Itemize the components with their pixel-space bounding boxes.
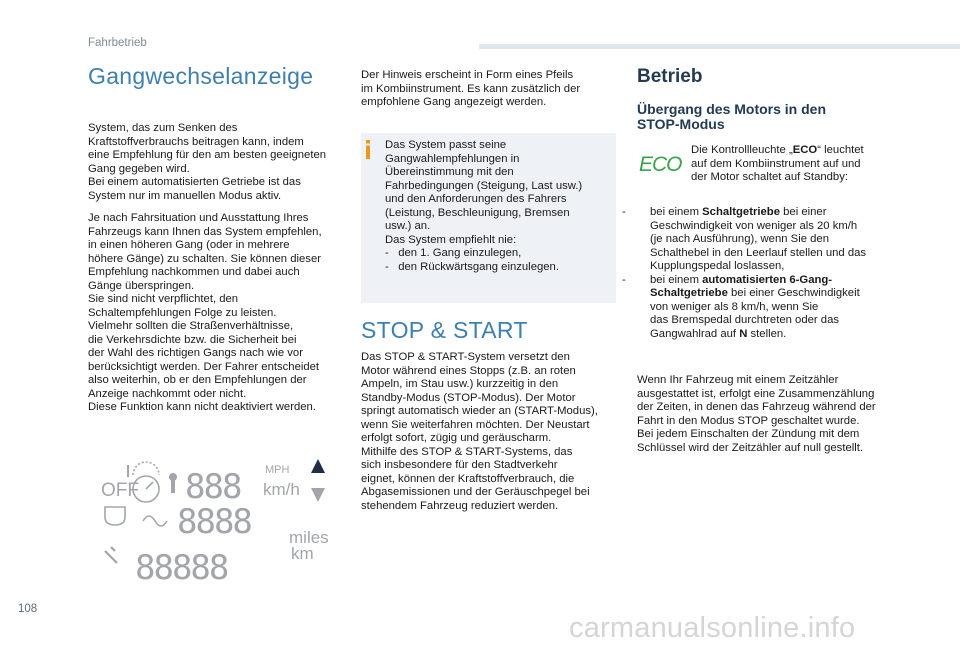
digits-bottom: 88888 xyxy=(135,548,228,585)
mph-label: MPH xyxy=(265,464,290,476)
gear-indicator-body: Je nach Fahrsituation und Ausstattung Ihres Fahrzeugs kann Ihnen das System empfehlen, in einen höheren Gang (oder in mehrere höhere Gänge) zu schalten. Sie können dieser Empfehlung nachkommen und dabei auch Gänge überspringen. Sie sind nicht verpflichtet, den Schaltempfehlungen Folge zu leisten. Vielmehr sollten die Straßenverhältnisse, die Verkehrsdichte bzw. die Sicherheit bei der Wahl des richtigen Gangs nach wie vor berücksichtigt werden. Der Fahrer entscheidet also weiterhin, ob er den Empfehlungen der Anzeige nachkommt oder nicht. Diese Funktion kann nicht deaktiviert werden. xyxy=(88,212,322,413)
list-item: - bei einem automatisierten 6-Gang- Schaltgetriebe bei einer Geschwindigkeit von weniger als 8 km/h, wenn Sie das Bremspedal durchtreten oder das Gangwahlrad auf N stellen. xyxy=(622,273,860,340)
oil-can-icon xyxy=(105,507,125,525)
shift-down-arrow-icon xyxy=(311,488,325,502)
stop-start-title: STOP & START xyxy=(361,317,528,343)
eco-description: Die Kontrollleuchte „ECO“ leuchtet auf dem Kombiinstrument auf und der Motor schaltet auf Standby: xyxy=(691,144,864,183)
eco-indicator-icon xyxy=(638,152,684,174)
header-bar xyxy=(479,44,960,49)
off-label: OFF xyxy=(101,480,139,501)
glow-plug-icon xyxy=(143,516,167,526)
info-icon xyxy=(365,140,371,159)
kmh-label: km/h xyxy=(263,480,300,499)
shift-up-arrow-icon xyxy=(311,459,325,473)
info-box-text: Das System passt seine Gangwahlempfehlungen in Übereinstimmung mit den Fahrbedingungen (Steigung, Last usw.) und den Anforderungen des Fahrers (Leistung, Beschleunigung, Bremsen usw.) an. Das System empfiehlt nie: xyxy=(385,139,583,246)
operation-title: Betrieb xyxy=(637,66,703,87)
timer-paragraph: Wenn Ihr Fahrzeug mit einem Zeitzähler ausgestattet ist, erfolgt eine Zusammenzählung der Zeiten, in denen das Fahrzeug während der Fahrt in den Modus STOP geschaltet wurde. Bei jedem Einschalten der Zündung mit dem Schlüssel wird der Zeitzähler auf null gestellt. xyxy=(637,374,876,454)
stop-mode-subtitle: Übergang des Motors in den STOP-Modus xyxy=(637,101,827,132)
svg-text:ECO: ECO xyxy=(639,153,682,174)
section-label: Fahrbetrieb xyxy=(88,37,147,49)
digits-top: 888 xyxy=(185,467,241,507)
info-box-text-block xyxy=(385,139,611,274)
gear-indicator-intro: System, das zum Senken des Kraftstoffverbrauchs beitragen kann, indem eine Empfehlung für den am besten geeigneten Gang gegeben wird. Bei einem automatisierten Getriebe ist das System nur im manuellen Modus aktiv. xyxy=(88,122,327,202)
stop-start-body: Das STOP & START-System versetzt den Motor während eines Stopps (z.B. an roten Ampeln, im Stau usw.) kurzzeitig in den Standby-Modus (STOP-Modus). Der Motor springt automatisch wieder an (START-Modus), wenn Sie weiterfahren möchten. Der Neustart erfolgt sofort, zügig und geräuscharm. Mithilfe des STOP & START-Systems, das sich insbesondere für den Stadtverkehr eignet, können der Kraftstoffverbrauch, die Abgasemissionen und der Geräuschpegel bei stehendem Fahrzeug reduziert werden. xyxy=(361,351,598,512)
page-number: 108 xyxy=(18,603,38,615)
watermark: carmanualsonline.info xyxy=(569,612,856,644)
stop-conditions-list xyxy=(622,206,902,341)
info-list-item: - den 1. Gang einzulegen, xyxy=(385,247,522,259)
wrench-icon xyxy=(105,547,117,563)
list-item: - bei einem Schaltgetriebe bei einer Geschwindigkeit von weniger als 20 km/h (je nach Ausführung), wenn Sie den Schalthebel in den Leerlauf stellen und das Kupplungspedal loslassen, xyxy=(622,206,867,272)
instrument-cluster-illustration xyxy=(97,455,337,585)
km-label: km xyxy=(291,544,314,563)
info-list-item: - den Rückwärtsgang einzulegen. xyxy=(385,260,559,273)
gear-indicator-title: Gangwechselanzeige xyxy=(88,63,314,89)
miles-label: miles xyxy=(289,528,329,547)
arrow-hint-text: Der Hinweis erscheint in Form eines Pfeils im Kombiinstrument. Es kann zusätzlich der empfohlene Gang angezeigt werden. xyxy=(361,69,581,108)
digits-middle: 8888 xyxy=(177,502,251,542)
